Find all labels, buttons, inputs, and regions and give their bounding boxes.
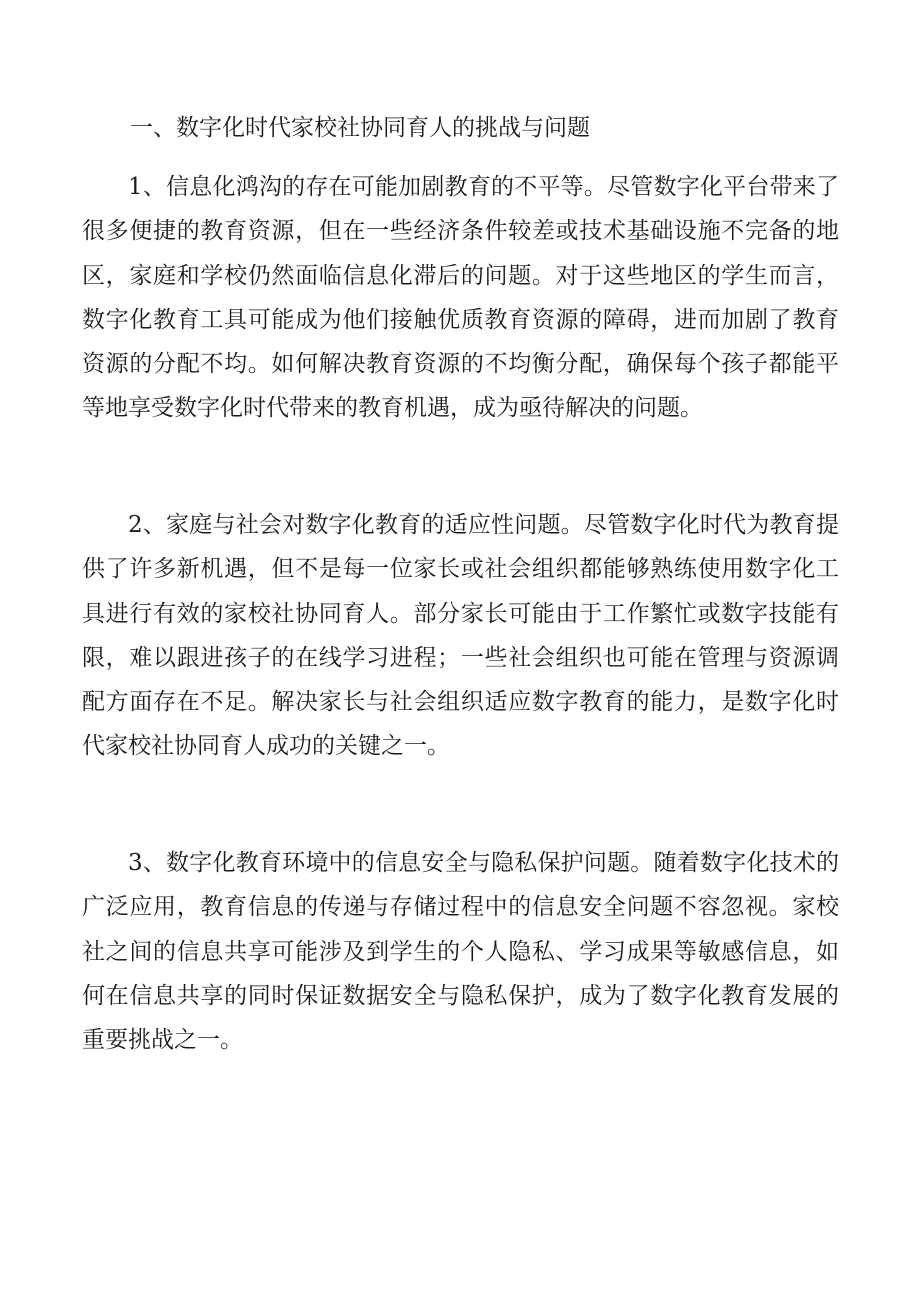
paragraph-adaptability: 2、家庭与社会对数字化教育的适应性问题。尽管数字化时代为教育提供了许多新机遇，但不是每一位家长或社会组织都能够熟练使用数字化工具进行有效的家校社协同育人。部分家长可能由于工作繁忙或数字技能有限，难以跟进孩子的在线学习进程；一些社会组织也可能在管理与资源调配方面存在不足。解决家长与社会组织适应数字教育的能力，是数字化时代家校社协同育人成功的关键之一。: [82, 512, 839, 760]
section-heading: 一、数字化时代家校社协同育人的挑战与问题: [130, 115, 590, 141]
paragraph-privacy-security: 3、数字化教育环境中的信息安全与隐私保护问题。随着数字化技术的广泛应用，教育信息的传递与存储过程中的信息安全问题不容忽视。家校社之间的信息共享可能涉及到学生的个人隐私、学习成果等敏感信息，如何在信息共享的同时保证数据安全与隐私保护，成为了数字化教育发展的重要挑战之一。: [82, 850, 839, 1054]
paragraph-digital-divide: 1、信息化鸿沟的存在可能加剧教育的不平等。尽管数字化平台带来了很多便捷的教育资源，但在一些经济条件较差或技术基础设施不完备的地区，家庭和学校仍然面临信息化滞后的问题。对于这些地区的学生而言，数字化教育工具可能成为他们接触优质教育资源的障碍，进而加剧了教育资源的分配不均。如何解决教育资源的不均衡分配，确保每个孩子都能平等地享受数字化时代带来的教育机遇，成为亟待解决的问题。: [82, 174, 839, 422]
